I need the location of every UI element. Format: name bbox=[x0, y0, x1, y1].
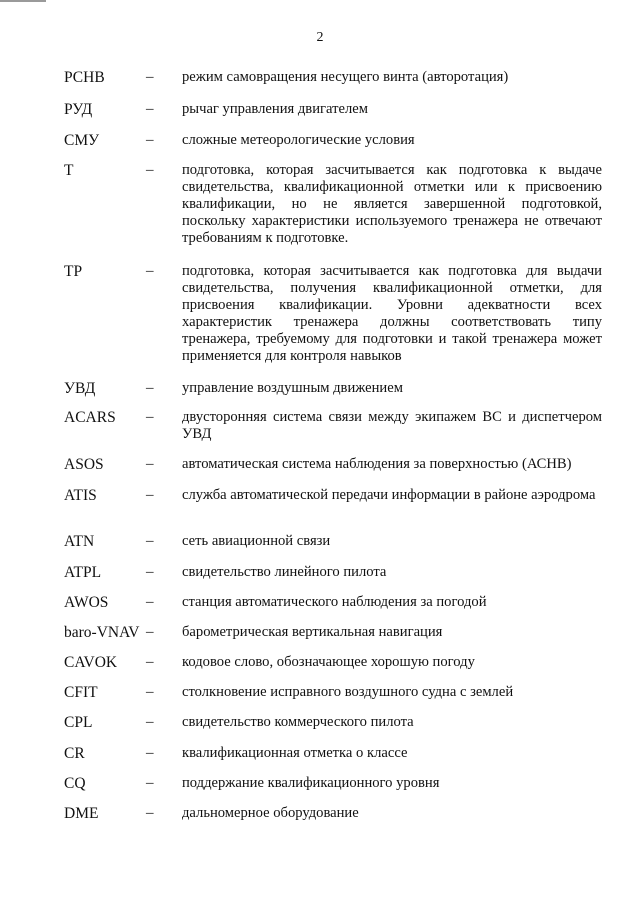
entry-dash: – bbox=[146, 624, 154, 640]
abbreviation-definition: столкновение исправного воздушного судна с землей bbox=[182, 684, 514, 700]
abbreviation-term: РУД bbox=[64, 101, 93, 118]
abbreviation-definition: свидетельство линейного пилота bbox=[182, 564, 387, 580]
abbreviation-term: CR bbox=[64, 745, 85, 762]
abbreviation-definition: подготовка, которая засчитывается как подготовка к выдаче свидетельства, квалификационной отметки или к присвоению квалификации, но не является завершенной подготовкой, поскольку характеристики используемого тренажера не отвечают требованиям к подготовке. bbox=[182, 162, 602, 246]
entry-dash: – bbox=[146, 594, 154, 610]
entry-dash: – bbox=[146, 654, 154, 670]
abbreviation-term: CFIT bbox=[64, 684, 98, 701]
abbreviation-definition: барометрическая вертикальная навигация bbox=[182, 624, 443, 640]
abbreviation-definition: управление воздушным движением bbox=[182, 380, 403, 396]
abbreviation-definition: кодовое слово, обозначающее хорошую погоду bbox=[182, 654, 475, 670]
entry-dash: – bbox=[146, 487, 154, 503]
entry-dash: – bbox=[146, 409, 154, 425]
entry-dash: – bbox=[146, 456, 154, 472]
abbreviation-term: CAVOK bbox=[64, 654, 118, 671]
entry-dash: – bbox=[146, 263, 154, 279]
abbreviation-term: CQ bbox=[64, 775, 86, 792]
abbreviation-term: РСНВ bbox=[64, 69, 105, 86]
abbreviation-definition: сложные метеорологические условия bbox=[182, 132, 415, 148]
entry-dash: – bbox=[146, 745, 154, 761]
abbreviation-term: Т bbox=[64, 162, 74, 179]
abbreviation-term: ТР bbox=[64, 263, 83, 280]
entry-dash: – bbox=[146, 805, 154, 821]
entry-dash: – bbox=[146, 101, 154, 117]
abbreviation-term: УВД bbox=[64, 380, 96, 397]
abbreviation-term: СМУ bbox=[64, 132, 100, 149]
abbreviation-term: ACARS bbox=[64, 409, 116, 426]
entry-dash: – bbox=[146, 714, 154, 730]
abbreviation-definition: подготовка, которая засчитывается как подготовка для выдачи свидетельства, получения квалификационной отметки, для присвоения квалификации. Уровни адекватности всех характеристик тренажера должны соответствовать типу тренажера, требуемому для подготовки и такой тренажера может применяется для контроля навыков bbox=[182, 263, 602, 364]
abbreviation-term: CPL bbox=[64, 714, 93, 731]
abbreviation-term: baro-VNAV bbox=[64, 624, 140, 641]
entry-dash: – bbox=[146, 533, 154, 549]
abbreviation-term: DME bbox=[64, 805, 99, 822]
abbreviation-definition: станция автоматического наблюдения за погодой bbox=[182, 594, 487, 610]
page-number: 2 bbox=[316, 30, 324, 45]
abbreviation-term: ATPL bbox=[64, 564, 102, 581]
abbreviation-definition: двусторонняя система связи между экипажем ВС и диспетчером УВД bbox=[182, 409, 602, 442]
abbreviation-term: ASOS bbox=[64, 456, 104, 473]
entry-dash: – bbox=[146, 775, 154, 791]
entry-dash: – bbox=[146, 69, 154, 85]
entry-dash: – bbox=[146, 564, 154, 580]
abbreviation-definition: квалификационная отметка о классе bbox=[182, 745, 408, 761]
abbreviation-definition: свидетельство коммерческого пилота bbox=[182, 714, 414, 730]
scan-corner-mark bbox=[0, 0, 46, 2]
entry-dash: – bbox=[146, 684, 154, 700]
abbreviation-definition: рычаг управления двигателем bbox=[182, 101, 368, 117]
entry-dash: – bbox=[146, 162, 154, 178]
entry-dash: – bbox=[146, 380, 154, 396]
abbreviation-definition: режим самовращения несущего винта (авторотация) bbox=[182, 69, 509, 85]
abbreviation-term: ATIS bbox=[64, 487, 97, 504]
entry-dash: – bbox=[146, 132, 154, 148]
abbreviation-term: AWOS bbox=[64, 594, 109, 611]
abbreviation-definition: автоматическая система наблюдения за поверхностью (АСНВ) bbox=[182, 456, 572, 472]
abbreviation-definition: дальномерное оборудование bbox=[182, 805, 359, 821]
abbreviation-definition: поддержание квалификационного уровня bbox=[182, 775, 440, 791]
abbreviation-term: ATN bbox=[64, 533, 95, 550]
abbreviation-definition: служба автоматической передачи информации в районе аэродрома bbox=[182, 487, 596, 503]
abbreviation-definition: сеть авиационной связи bbox=[182, 533, 331, 549]
